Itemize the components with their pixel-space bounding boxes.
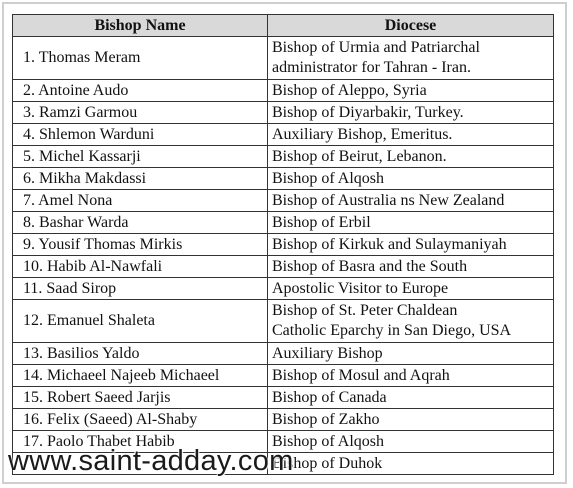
diocese-line: Bishop of Canada — [272, 388, 387, 406]
diocese-cell — [268, 168, 554, 190]
diocese-line: Bishop of St. Peter Chaldean — [272, 302, 458, 319]
header-diocese: Diocese — [268, 15, 554, 37]
bishop-name-cell: 13. Basilios Yaldo — [13, 343, 268, 365]
bishops-table — [12, 14, 554, 475]
header-row — [13, 15, 554, 37]
table-row — [13, 190, 554, 212]
table-row — [13, 365, 554, 387]
diocese-line: Bishop of Duhok — [272, 454, 383, 472]
bishop-name-cell — [13, 453, 268, 475]
table-row — [13, 431, 554, 453]
table-row — [13, 300, 554, 343]
diocese-line: Bishop of Australia ns New Zealand — [272, 191, 505, 209]
diocese-line: Bishop of Alqosh — [272, 169, 385, 187]
table-header — [13, 15, 554, 37]
diocese-cell — [268, 212, 554, 234]
diocese-cell — [268, 343, 554, 365]
table-row — [13, 453, 554, 475]
bishop-name-cell: 16. Felix (Saeed) Al-Shaby — [13, 409, 268, 431]
diocese-line: Apostolic Visitor to Europe — [272, 279, 449, 297]
bishop-name-cell: 6. Mikha Makdassi — [13, 168, 268, 190]
diocese-cell — [268, 431, 554, 453]
bishop-name-cell: 7. Amel Nona — [13, 190, 268, 212]
diocese-cell — [268, 409, 554, 431]
bishop-name-cell: 4. Shlemon Warduni — [13, 124, 268, 146]
table-row — [13, 212, 554, 234]
bishop-name-cell: 15. Robert Saeed Jarjis — [13, 387, 268, 409]
diocese-cell — [268, 278, 554, 300]
table-row — [13, 146, 554, 168]
diocese-cell — [268, 300, 554, 343]
table-row — [13, 387, 554, 409]
diocese-line: Bishop of Erbil — [272, 213, 371, 231]
diocese-line: Bishop of Kirkuk and Sulaymaniyah — [272, 235, 507, 253]
diocese-line: Bishop of Alqosh — [272, 432, 385, 450]
table-row — [13, 124, 554, 146]
diocese-line: Bishop of Mosul and Aqrah — [272, 366, 450, 384]
bishop-name-cell: 12. Emanuel Shaleta — [13, 300, 268, 343]
table-row — [13, 234, 554, 256]
diocese-line: Bishop of Zakho — [272, 410, 380, 428]
diocese-line: Bishop of Diyarbakir, Turkey. — [272, 103, 464, 121]
diocese-line: Auxiliary Bishop — [272, 344, 383, 362]
bishop-name-cell: 5. Michel Kassarji — [13, 146, 268, 168]
table-row — [13, 168, 554, 190]
bishop-name-cell: 2. Antoine Audo — [13, 80, 268, 102]
diocese-line: Catholic Eparchy in San Diego, USA — [272, 322, 512, 339]
diocese-line: administrator for Tahran - Iran. — [272, 59, 471, 76]
diocese-cell — [268, 124, 554, 146]
table-row — [13, 409, 554, 431]
table-body — [13, 37, 554, 475]
diocese-cell — [268, 365, 554, 387]
bishop-name-cell: 10. Habib Al-Nawfali — [13, 256, 268, 278]
table-row — [13, 256, 554, 278]
diocese-cell — [268, 387, 554, 409]
diocese-cell — [268, 453, 554, 475]
header-bishop-name: Bishop Name — [13, 15, 268, 37]
table-row — [13, 80, 554, 102]
bishop-name-cell: 9. Yousif Thomas Mirkis — [13, 234, 268, 256]
bishop-name-cell: 17. Paolo Thabet Habib — [13, 431, 268, 453]
bishop-name-cell: 14. Michaeel Najeeb Michaeel — [13, 365, 268, 387]
diocese-cell — [268, 234, 554, 256]
table-row — [13, 278, 554, 300]
bishop-name-cell: 8. Bashar Warda — [13, 212, 268, 234]
diocese-cell — [268, 146, 554, 168]
bishop-name-cell: 11. Saad Sirop — [13, 278, 268, 300]
watermark: www.saint-adday.com — [8, 445, 294, 477]
diocese-line: Bishop of Beirut, Lebanon. — [272, 147, 447, 165]
diocese-cell — [268, 102, 554, 124]
diocese-line: Bishop of Basra and the South — [272, 257, 468, 275]
diocese-line: Bishop of Urmia and Patriarchal — [272, 39, 480, 56]
table-row — [13, 37, 554, 80]
diocese-cell — [268, 80, 554, 102]
diocese-cell — [268, 256, 554, 278]
diocese-line: Bishop of Aleppo, Syria — [272, 81, 427, 99]
diocese-line: Auxiliary Bishop, Emeritus. — [272, 125, 453, 143]
table-row — [13, 102, 554, 124]
bishop-name-cell: 1. Thomas Meram — [13, 37, 268, 80]
bishop-name-cell: 3. Ramzi Garmou — [13, 102, 268, 124]
table-row — [13, 343, 554, 365]
diocese-cell — [268, 190, 554, 212]
diocese-cell — [268, 37, 554, 80]
